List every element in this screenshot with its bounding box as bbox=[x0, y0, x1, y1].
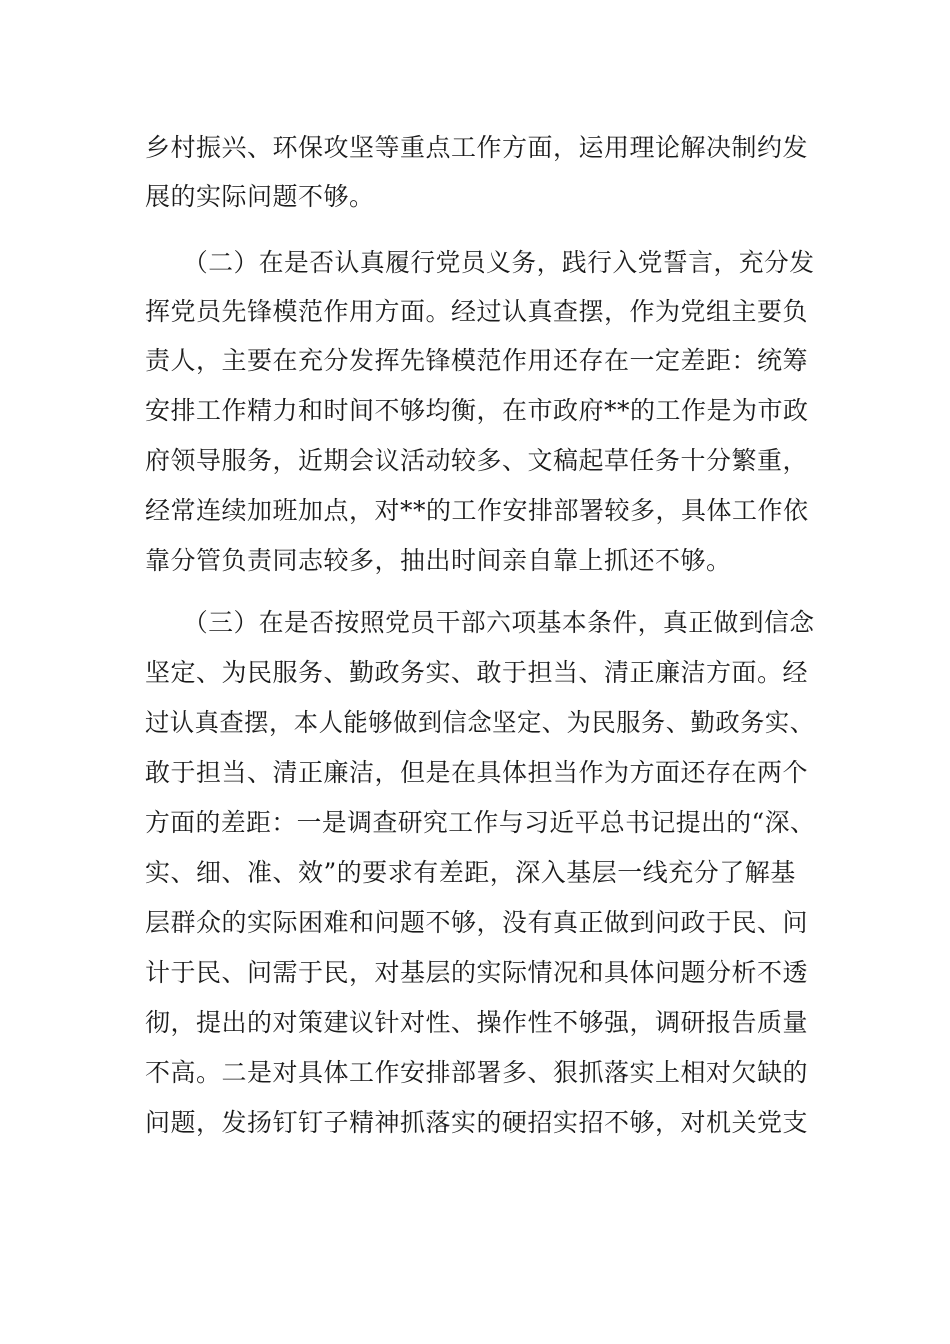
text-line: 彻，提出的对策建议针对性、操作性不够强，调研报告质量 bbox=[145, 1008, 809, 1037]
text-line: 责人，主要在充分发挥先锋模范作用还存在一定差距：统筹 bbox=[145, 346, 809, 375]
text-line: 过认真查摆，本人能够做到信念坚定、为民服务、勤政务实、 bbox=[145, 708, 815, 737]
text-line: 计于民、问需于民，对基层的实际情况和具体问题分析不透 bbox=[145, 958, 809, 987]
text-line: 方面的差距：一是调查研究工作与习近平总书记提出的“深、 bbox=[145, 808, 816, 837]
text-line: 实、细、准、效”的要求有差距，深入基层一线充分了解基 bbox=[145, 858, 796, 887]
text-line: 乡村振兴、环保攻坚等重点工作方面，运用理论解决制约发 bbox=[145, 133, 809, 162]
section-heading-line: （三）在是否按照党员干部六项基本条件，真正做到信念 bbox=[183, 608, 815, 637]
section-heading-line: （二）在是否认真履行党员义务，践行入党誓言，充分发 bbox=[183, 248, 815, 277]
text-line: 不高。二是对具体工作安排部署多、狠抓落实上相对欠缺的 bbox=[145, 1058, 809, 1087]
text-line: 靠分管负责同志较多，抽出时间亲自靠上抓还不够。 bbox=[145, 546, 732, 575]
text-line: 挥党员先锋模范作用方面。经过认真查摆，作为党组主要负 bbox=[145, 297, 809, 326]
text-line: 层群众的实际困难和问题不够，没有真正做到问政于民、问 bbox=[145, 908, 809, 937]
text-line: 府领导服务，近期会议活动较多、文稿起草任务十分繁重， bbox=[145, 446, 809, 475]
text-line: 展的实际问题不够。 bbox=[145, 182, 375, 211]
text-line: 坚定、为民服务、勤政务实、敢于担当、清正廉洁方面。经 bbox=[145, 658, 809, 687]
text-line: 经常连续加班加点，对**的工作安排部署较多，具体工作依 bbox=[145, 496, 809, 525]
text-line: 问题，发扬钉钉子精神抓落实的硬招实招不够，对机关党支 bbox=[145, 1108, 809, 1137]
text-line: 安排工作精力和时间不够均衡，在市政府**的工作是为市政 bbox=[145, 396, 809, 425]
text-line: 敢于担当、清正廉洁，但是在具体担当作为方面还存在两个 bbox=[145, 758, 809, 787]
